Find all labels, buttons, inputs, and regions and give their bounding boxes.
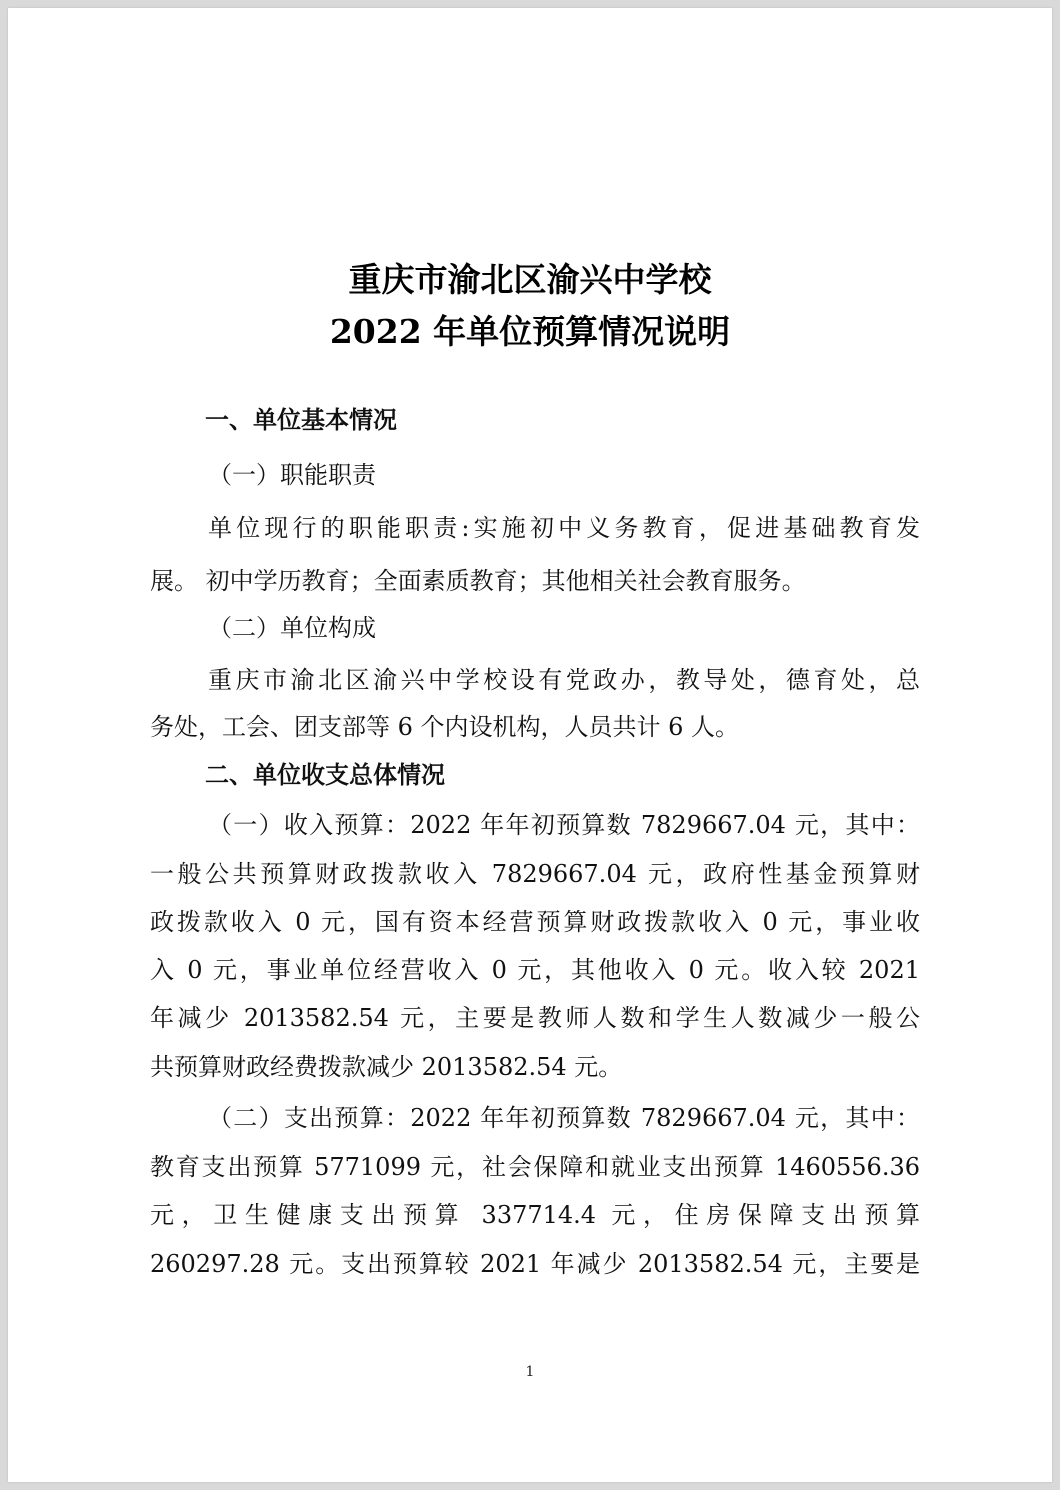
document-title-line-2: 2022 年单位预算情况说明 [329,312,731,351]
paragraph-line: （一）收入预算：2022 年年初预算数 7829667.04 元，其中： [208,811,920,839]
paragraph-line: 元，卫生健康支出预算 337714.4 元，住房保障支出预算 [150,1201,920,1229]
page-number: 1 [525,1364,535,1380]
paragraph-line: 260297.28 元。支出预算较 2021 年减少 2013582.54 元，主要是 [150,1250,920,1278]
paragraph-line: （二）支出预算：2022 年年初预算数 7829667.04 元，其中： [208,1104,920,1132]
paragraph-line: 务处，工会、团支部等 6 个内设机构，人员共计 6 人。 [150,713,740,741]
paragraph-line: 教育支出预算 5771099 元，社会保障和就业支出预算 1460556.36 [150,1153,920,1181]
paragraph-line: 年减少 2013582.54 元，主要是教师人数和学生人数减少一般公 [150,1004,920,1032]
section-heading-2: 二、单位收支总体情况 [205,761,445,789]
section-heading-1: 一、单位基本情况 [205,406,397,434]
paragraph-line: 政拨款收入 0 元，国有资本经营预算财政拨款收入 0 元，事业收 [150,908,920,936]
paragraph-line: 重庆市渝北区渝兴中学校设有党政办，教导处，德育处，总 [208,666,920,694]
document-page [8,8,1052,1482]
paragraph-line: 展。 初中学历教育；全面素质教育；其他相关社会教育服务。 [150,567,806,595]
subsection-heading-1-2: （二）单位构成 [208,614,376,642]
subsection-heading-1-1: （一）职能职责 [208,461,376,489]
paragraph-line: 入 0 元，事业单位经营收入 0 元，其他收入 0 元。收入较 2021 [150,956,920,984]
document-title-line-1: 重庆市渝北区渝兴中学校 [348,260,712,299]
paragraph-line: 单位现行的职能职责:实施初中义务教育，促进基础教育发 [208,514,920,542]
paragraph-line: 共预算财政经费拨款减少 2013582.54 元。 [150,1053,623,1081]
paragraph-line: 一般公共预算财政拨款收入 7829667.04 元，政府性基金预算财 [150,860,920,888]
